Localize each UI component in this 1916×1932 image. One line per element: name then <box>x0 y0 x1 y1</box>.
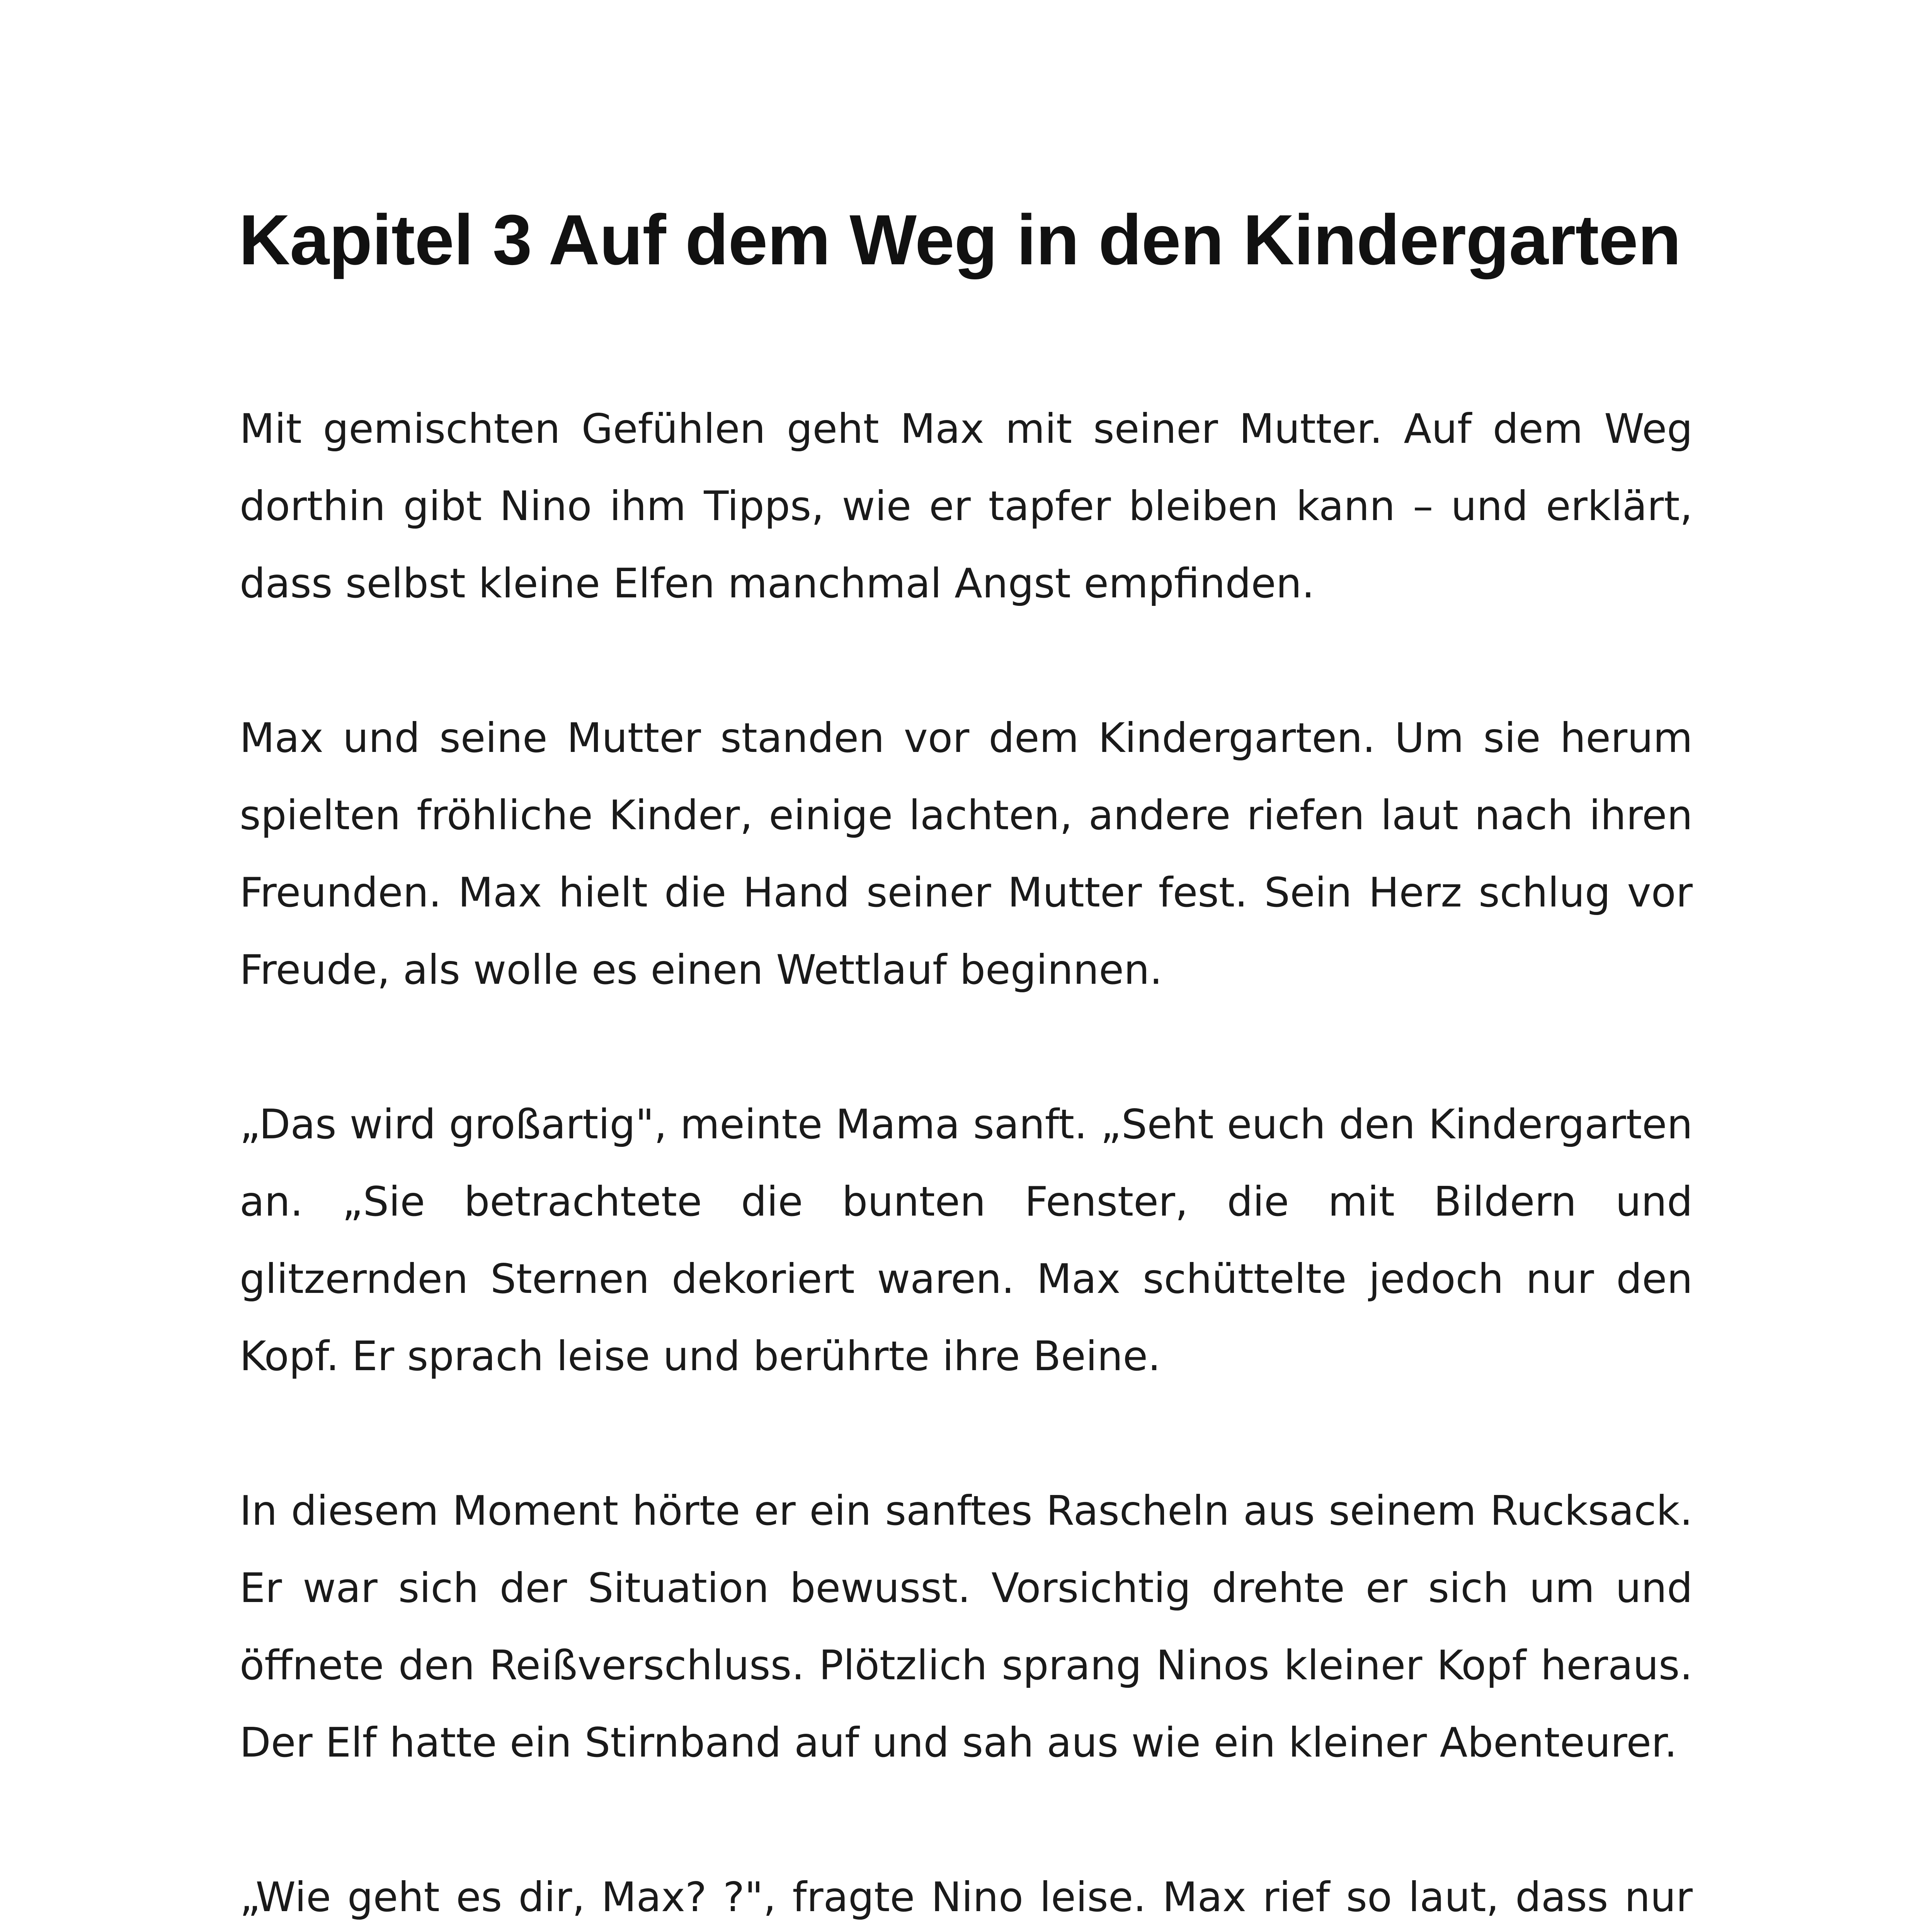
chapter-title: Kapitel 3 Auf dem Weg in den Kindergarten <box>239 200 1681 279</box>
body-text <box>240 390 1693 1932</box>
paragraph: „Das wird großartig", meinte Mama sanft. „Seht euch den Kindergarten an. „Sie betrachtete die bunten Fenster, die mit Bildern und glitzernden Sternen dekoriert waren. Max schüttelte jedoch nur den Kopf. Er sprach leise und berührte ihre Beine. <box>240 1101 1693 1380</box>
paragraph: „Wie geht es dir, Max? ?", fragte Nino leise. Max rief so laut, dass nur <box>240 1874 1693 1921</box>
paragraph: In diesem Moment hörte er ein sanftes Rascheln aus seinem Rucksack. Er war sich der Situation bewusst. Vorsichtig drehte er sich um und öffnete den Reißverschluss. Plötzlich sprang Ninos kleiner Kopf heraus. Der Elf hatte ein Stirnband auf und sah aus wie ein kleiner Abenteurer. <box>240 1487 1693 1766</box>
paragraph: Mit gemischten Gefühlen geht Max mit seiner Mutter. Auf dem Weg dorthin gibt Nino ihm Tipps, wie er tapfer bleiben kann – und erklärt, dass selbst kleine Elfen manchmal Angst empfinden. <box>240 405 1693 607</box>
paragraph: Max und seine Mutter standen vor dem Kindergarten. Um sie herum spielten fröhliche Kinder, einige lachten, andere riefen laut nach ihren Freunden. Max hielt die Hand seiner Mutter fest. Sein Herz schlug vor Freude, als wolle es einen Wettlauf beginnen. <box>240 714 1693 993</box>
